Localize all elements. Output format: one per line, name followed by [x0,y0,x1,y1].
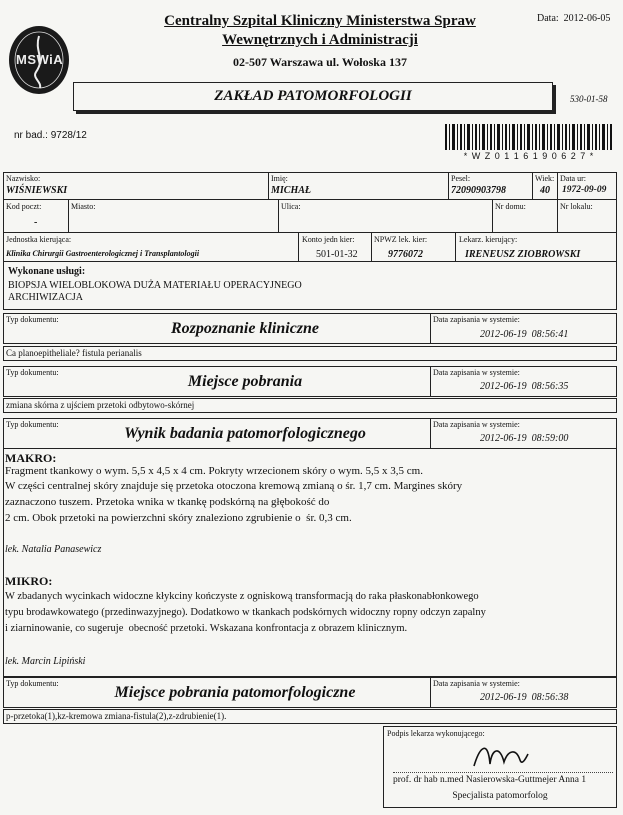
signer-title: Specjalista patomorfolog [452,791,548,801]
doc-type-label: Typ dokumentu: [6,679,59,688]
save-date-label: Data zapisania w systemie: [433,315,520,324]
doc-type-label: Typ dokumentu: [6,368,59,377]
makro-line1: Fragment tkankowy o wym. 5,5 x 4,5 x 4 cm. Pokryty wrzecionem skóry o wym. 5,5 x 3,5 cm. [5,465,423,477]
surname-label: Nazwisko: [6,174,41,183]
makro-doctor: lek. Natalia Panasewicz [5,544,102,555]
pathology-sampling-title: Miejsce pobrania patomorfologiczne [114,684,356,701]
pathology-sampling-date: 2012-06-19 08:56:38 [480,692,569,703]
pesel-label: Pesel: [451,174,471,183]
handwritten-signature [470,736,530,772]
report-date: Data: 2012-06-05 [537,13,611,24]
age-value: 40 [540,185,550,196]
pesel-value: 72090903798 [451,185,506,196]
first-name-value: MICHAŁ [271,185,312,196]
referring-unit-value: Klinika Chirurgii Gastroenterologicznej i Transplantologii [6,249,200,258]
sampling-site-text: zmiana skórna z ujściem przetoki odbytowo-skórnej [6,400,195,410]
hospital-name-line1: Centralny Szpital Kliniczny Ministerstwa Spraw [164,13,476,29]
makro-line3: zaznaczono tuszem. Przetoka wnika w tkankę podskórną na głębokość do [5,496,330,508]
mikro-line2: typu brodawkowatego (przedinwazyjnego). Dodatkowo w tkankach podskórnych widoczny ropny odczyn zapalny [5,607,486,618]
birth-date-label: Data ur: [560,174,586,183]
examination-result-date: 2012-06-19 08:59:00 [480,433,569,444]
clinical-diagnosis-date: 2012-06-19 08:56:41 [480,329,569,340]
referring-unit-label: Jednostka kierująca: [6,235,72,244]
pathology-sampling-text: p-przetoka(1),kz-kremowa zmiana-fistula(2),z-zdrubienie(1). [6,711,227,721]
street-label: Ulica: [281,202,301,211]
mikro-line3: i ziarninowanie, co sugeruje obecność przetoki. Wskazana konfrontacja z obrazem klinicznym. [5,623,408,634]
examination-result-title: Wynik badania patomorfologicznego [124,425,366,442]
logo-text: MSWiA [16,52,64,67]
save-date-label: Data zapisania w systemie: [433,679,520,688]
doc-type-label: Typ dokumentu: [6,420,59,429]
birth-date-value: 1972-09-09 [562,185,607,195]
makro-line2: W części centralnej skóry znajduje się przetoka otoczona kremową zmianą o śr. 1,7 cm. Margines skóry [5,480,463,492]
department-box [73,82,553,111]
npwz-label: NPWZ lek. kier: [374,235,428,244]
npwz-value: 9776072 [388,249,423,260]
surname-value: WIŚNIEWSKI [6,185,68,196]
clinical-diagnosis-title: Rozpoznanie kliniczne [170,320,320,337]
makro-line4: 2 cm. Obok przetoki na powierzchni skóry znaleziono zgrubienie o śr. 0,3 cm. [5,512,352,524]
mikro-doctor: lek. Marcin Lipiński [5,656,86,667]
barcode-text: * W Z 0 1 1 6 1 9 0 6 2 7 * [463,151,595,161]
department-code: 530-01-58 [570,94,608,104]
first-name-label: Imię: [271,174,288,183]
house-number-label: Nr domu: [495,202,526,211]
age-label: Wiek: [535,174,555,183]
hospital-address: 02-507 Warszawa ul. Wołoska 137 [233,55,407,69]
referring-doctor-label: Lekarz. kierujący: [459,235,518,244]
sampling-site-date: 2012-06-19 08:56:35 [480,381,569,392]
postal-code-value: - [34,217,38,228]
save-date-label: Data zapisania w systemie: [433,420,520,429]
barcode [445,124,613,150]
services-line1: BIOPSJA WIELOBLOKOWA DUŻA MATERIAŁU OPERACYJNEGO [8,280,302,291]
city-label: Miasto: [71,202,96,211]
services-label: Wykonane usługi: [8,266,86,277]
flat-number-label: Nr lokalu: [560,202,593,211]
clinical-diagnosis-text: Ca planoepitheliale? fistula perianalis [6,348,142,358]
sampling-site-title: Miejsce pobrania [187,373,303,390]
doc-type-label: Typ dokumentu: [6,315,59,324]
hospital-logo [6,22,72,96]
account-label: Konto jedn kier: [302,235,355,244]
department-name: ZAKŁAD PATOMORFOLOGII [214,88,412,104]
hospital-name-line2: Wewnętrznych i Administracji [222,32,418,48]
referring-doctor-value: IRENEUSZ ZIOBROWSKI [465,249,581,260]
postal-code-label: Kod poczt: [6,202,42,211]
mikro-heading: MIKRO: [5,574,53,588]
services-line2: ARCHIWIZACJA [8,292,83,303]
signer-name: prof. dr hab n.med Nasierowska-Guttmejer Anna 1 [393,775,587,785]
mikro-line1: W zbadanych wycinkach widoczne kłykciny kończyste z ogniskową transformacją do raka płaskonabłonkowego [5,591,479,602]
exam-number: nr bad.: 9728/12 [14,130,87,141]
account-value: 501-01-32 [316,249,358,260]
save-date-label: Data zapisania w systemie: [433,368,520,377]
signature-label: Podpis lekarza wykonującego: [387,729,485,738]
makro-heading: MAKRO: [5,451,57,465]
